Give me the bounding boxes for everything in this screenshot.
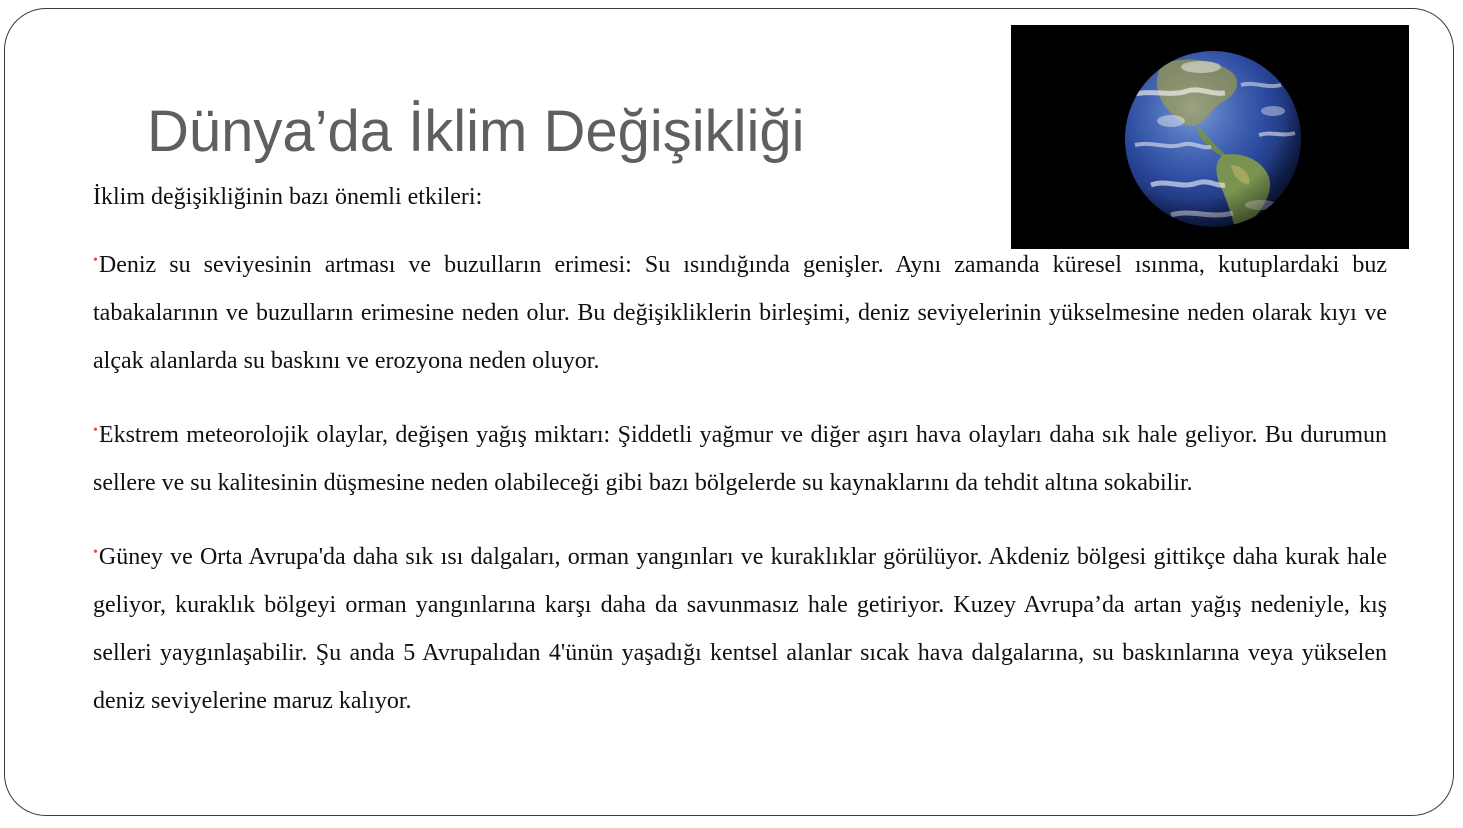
- bullet-marker: •: [93, 423, 98, 438]
- bullet-item: [93, 529, 1387, 725]
- intro-text: İklim değişikliğinin bazı önemli etkileri:: [93, 184, 483, 210]
- bullet-marker: •: [93, 253, 98, 268]
- bullet-item: [93, 237, 1387, 385]
- slide: [4, 8, 1454, 816]
- bullet-text: Güney ve Orta Avrupa'da daha sık ısı dalgaları, orman yangınları ve kuraklıklar görülüyor. Akdeniz bölgesi gittikçe daha kurak hale geliyor, kuraklık bölgeyi orman yangınlarına karşı daha da savunmasız hale getiriyor. Kuzey Avrupa’da artan yağış nedeniyle, kış selleri yaygınlaşabilir. Şu anda 5 Avrupalıdan 4'ünün yaşadığı kentsel alanlar sıcak hava dalgalarına, su baskınlarına veya yükselen deniz seviyelerine maruz kalıyor.: [93, 544, 1387, 714]
- bullet-text: Deniz su seviyesinin artması ve buzulların erimesi: Su ısındığında genişler. Aynı zamanda küresel ısınma, kutuplardaki buz tabakalarının ve buzulların erimesine neden olur. Bu değişikliklerin birleşimi, deniz seviyelerinin yükselmesine neden olarak kıyı ve alçak alanlarda su baskını ve erozyona neden oluyor.: [93, 252, 1387, 374]
- slide-body: [93, 179, 1387, 725]
- bullet-marker: •: [93, 545, 98, 560]
- earth-image: [1011, 25, 1409, 249]
- bullet-item: [93, 407, 1387, 507]
- earth-globe-icon: [1011, 25, 1409, 249]
- bullet-text: Ekstrem meteorolojik olaylar, değişen yağış miktarı: Şiddetli yağmur ve diğer aşırı hava olayları daha sık hale geliyor. Bu durumun sellere ve su kalitesinin düşmesine neden olabileceği gibi bazı bölgelerde su kaynaklarını da tehdit altına sokabilir.: [93, 422, 1387, 496]
- slide-title: Dünya’da İklim Değişikliği: [147, 99, 805, 164]
